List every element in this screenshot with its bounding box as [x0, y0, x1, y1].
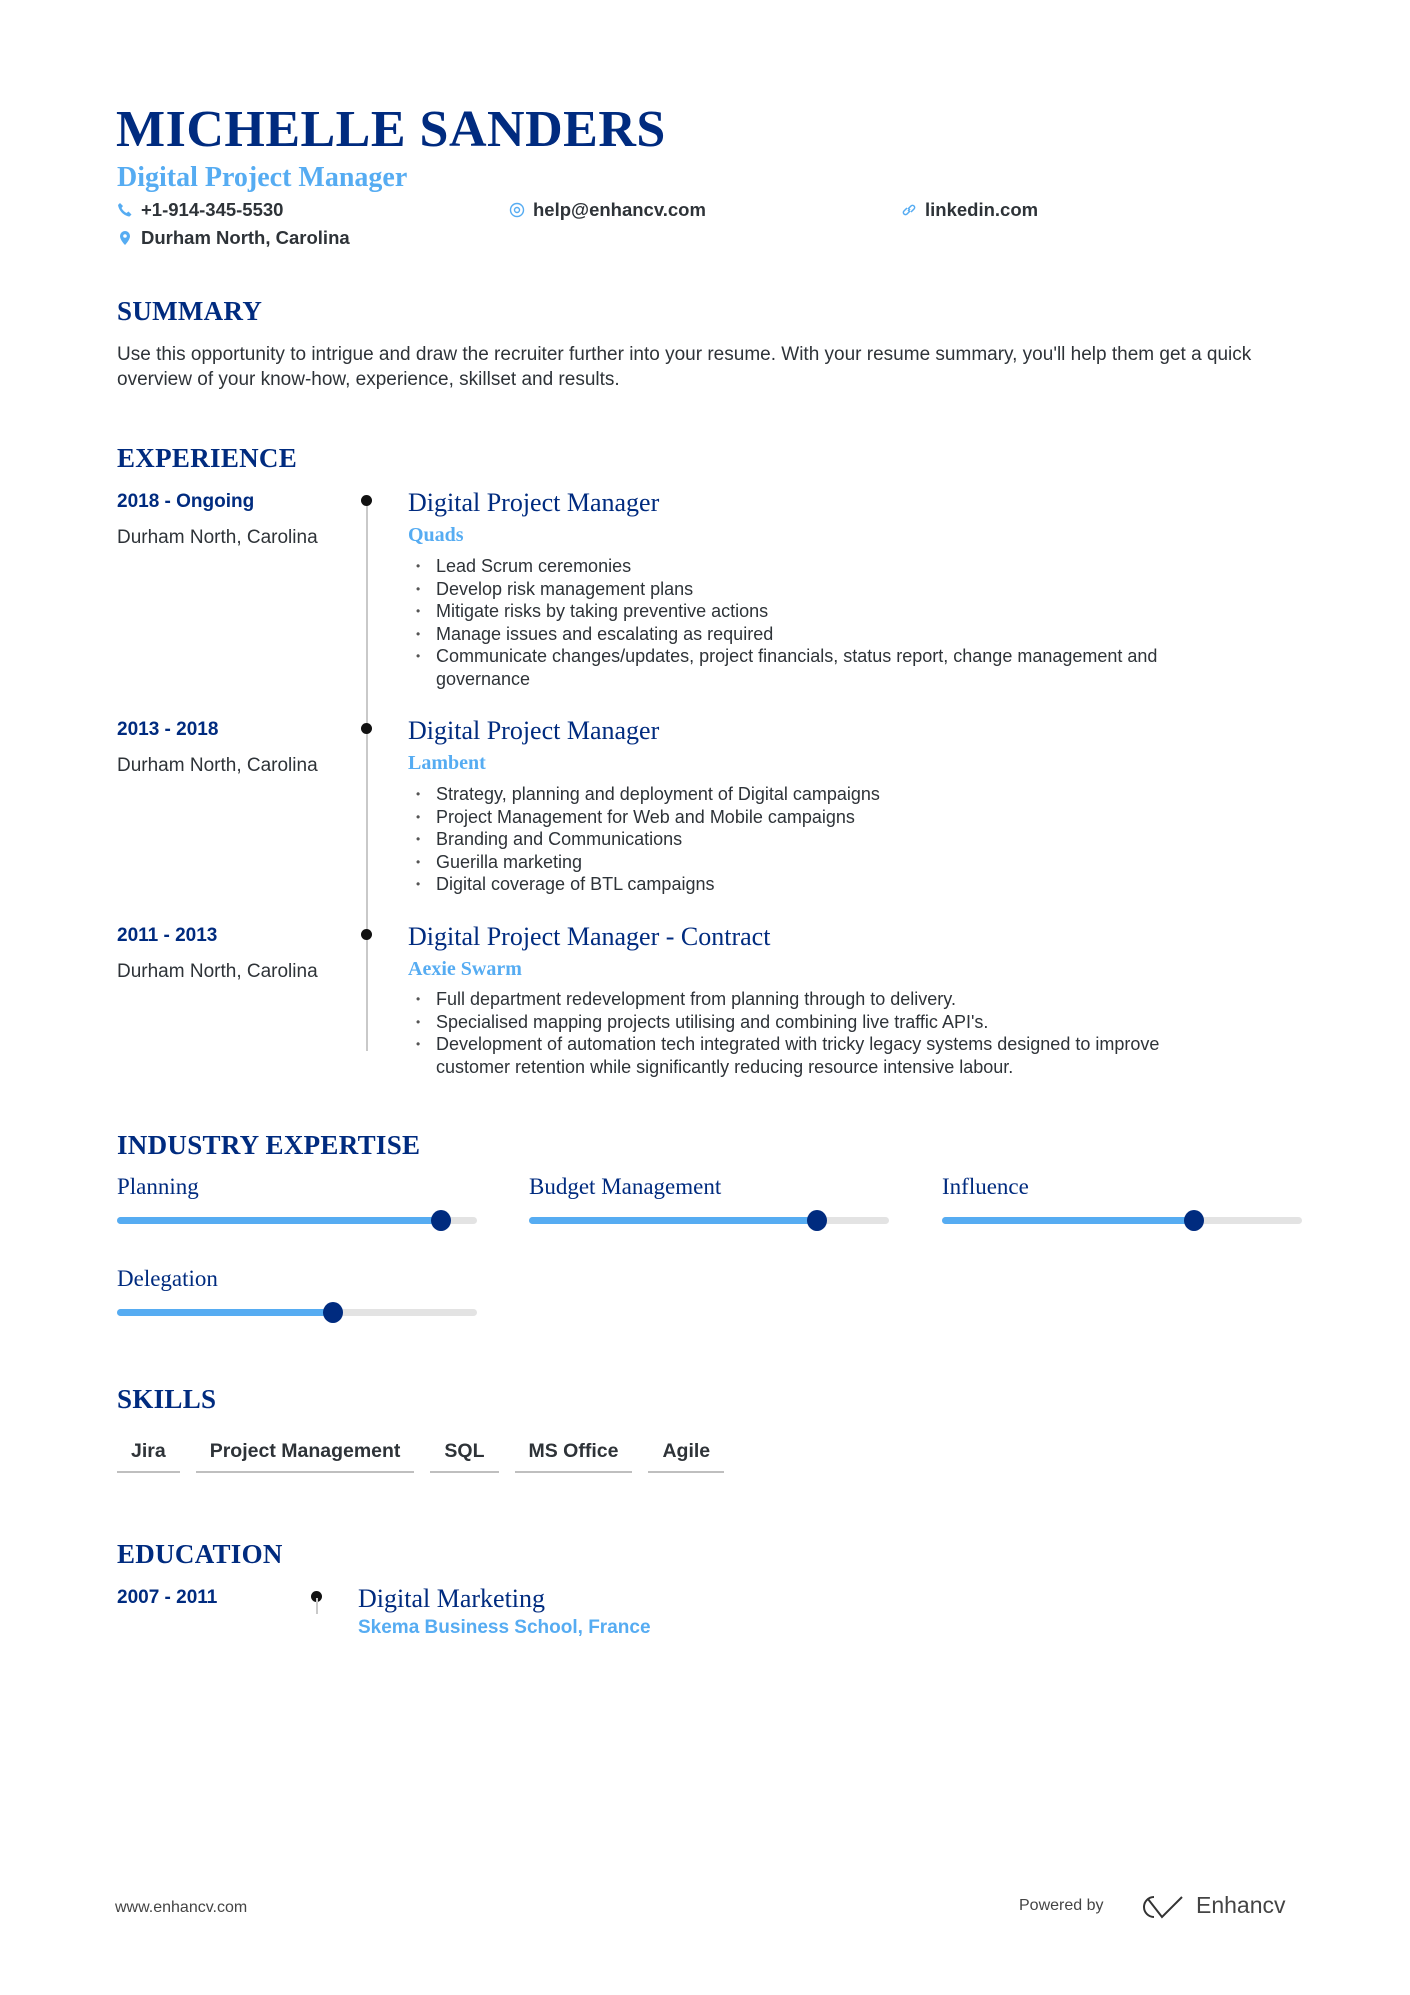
expertise-bar-fill	[529, 1217, 817, 1224]
link-icon	[901, 202, 917, 218]
education-heading: EDUCATION	[117, 1539, 283, 1569]
timeline-dot	[361, 929, 372, 940]
expertise-bar	[942, 1217, 1302, 1224]
expertise-bar	[529, 1217, 889, 1224]
skill-tag: SQL	[430, 1440, 498, 1473]
contact-link[interactable]	[901, 199, 1038, 221]
job-company: Aexie Swarm	[408, 958, 522, 980]
skills-heading: SKILLS	[117, 1384, 217, 1414]
footer-brand: Enhancv	[1196, 1892, 1286, 1918]
skill-tag: Agile	[648, 1440, 724, 1473]
email-text[interactable]: help@enhancv.com	[533, 199, 706, 220]
footer-url[interactable]: www.enhancv.com	[115, 1899, 248, 1916]
location-text: Durham North, Carolina	[141, 227, 350, 248]
expertise-label: Budget Management	[529, 1174, 722, 1199]
job-location: Durham North, Carolina	[117, 755, 318, 776]
bullet: • Lead Scrum ceremonies	[408, 555, 1238, 578]
job-bullets	[408, 988, 1238, 1078]
summary-text: Use this opportunity to intrigue and draw the recruiter further into your resume. With your resume summary, you'll help them get a quick overview of your know-how, experience, skillset and results.	[117, 344, 1252, 390]
job-company: Quads	[408, 524, 464, 546]
summary-heading: SUMMARY	[117, 296, 263, 326]
job-dates: 2011 - 2013	[117, 925, 218, 946]
skill-tag: Jira	[117, 1440, 180, 1473]
expertise-bar-knob	[323, 1302, 343, 1323]
expertise-bar-knob	[807, 1210, 827, 1231]
bullet: • Development of automation tech integrated with tricky legacy systems designed to improve customer retention while significantly reducing resource intensive labour.	[408, 1033, 1238, 1078]
job-bullets	[408, 555, 1238, 691]
bullet: • Strategy, planning and deployment of Digital campaigns	[408, 783, 1238, 806]
candidate-name: MICHELLE SANDERS	[116, 101, 666, 158]
bullet: • Project Management for Web and Mobile campaigns	[408, 806, 1238, 829]
education-degree: Digital Marketing	[358, 1584, 546, 1613]
skill-tag: Project Management	[196, 1440, 415, 1473]
job-title: Digital Project Manager	[408, 488, 660, 517]
job-location: Durham North, Carolina	[117, 961, 318, 982]
expertise-heading: INDUSTRY EXPERTISE	[117, 1130, 421, 1160]
expertise-bar	[117, 1217, 477, 1224]
job-dates: 2018 - Ongoing	[117, 491, 255, 512]
education-school: Skema Business School, France	[358, 1617, 651, 1638]
contact-phone	[117, 199, 283, 221]
job-dates: 2013 - 2018	[117, 719, 219, 740]
phone-icon	[117, 202, 133, 218]
expertise-label: Influence	[942, 1174, 1029, 1199]
bullet: • Communicate changes/updates, project financials, status report, change management and governance	[408, 645, 1238, 690]
job-bullets	[408, 783, 1238, 896]
phone-text: +1-914-345-5530	[141, 199, 284, 220]
timeline-line	[366, 500, 368, 1051]
bullet: • Specialised mapping projects utilising and combining live traffic API's.	[408, 1011, 1238, 1034]
job-title: Digital Project Manager	[408, 716, 660, 745]
skill-tag: MS Office	[515, 1440, 633, 1473]
bullet: • Manage issues and escalating as required	[408, 623, 1238, 646]
bullet: • Digital coverage of BTL campaigns	[408, 873, 1238, 896]
expertise-bar-fill	[942, 1217, 1194, 1224]
education-dates: 2007 - 2011	[117, 1587, 218, 1608]
expertise-bar	[117, 1309, 477, 1316]
expertise-bar-fill	[117, 1309, 333, 1316]
bullet: • Develop risk management plans	[408, 578, 1238, 601]
enhancv-logo-icon	[1138, 1893, 1186, 1921]
job-company: Lambent	[408, 752, 486, 774]
contact-email[interactable]	[509, 199, 706, 221]
experience-heading: EXPERIENCE	[117, 443, 298, 473]
contact-location	[117, 227, 350, 249]
at-icon	[509, 202, 525, 218]
timeline-dot	[361, 495, 372, 506]
bullet: • Mitigate risks by taking preventive actions	[408, 600, 1238, 623]
job-title: Digital Project Manager - Contract	[408, 922, 771, 951]
expertise-label: Planning	[117, 1174, 199, 1199]
expertise-bar-knob	[431, 1210, 451, 1231]
footer-powered-by: Powered by	[1019, 1897, 1104, 1914]
candidate-title: Digital Project Manager	[117, 162, 408, 193]
timeline-dot	[361, 723, 372, 734]
timeline-line	[316, 1598, 318, 1614]
job-location: Durham North, Carolina	[117, 527, 318, 548]
expertise-bar-knob	[1184, 1210, 1204, 1231]
expertise-label: Delegation	[117, 1266, 218, 1291]
location-pin-icon	[117, 230, 133, 246]
skills-list	[117, 1440, 740, 1473]
bullet: • Guerilla marketing	[408, 851, 1238, 874]
link-text[interactable]: linkedin.com	[925, 199, 1039, 220]
expertise-bar-fill	[117, 1217, 441, 1224]
bullet: • Full department redevelopment from planning through to delivery.	[408, 988, 1238, 1011]
bullet: • Branding and Communications	[408, 828, 1238, 851]
